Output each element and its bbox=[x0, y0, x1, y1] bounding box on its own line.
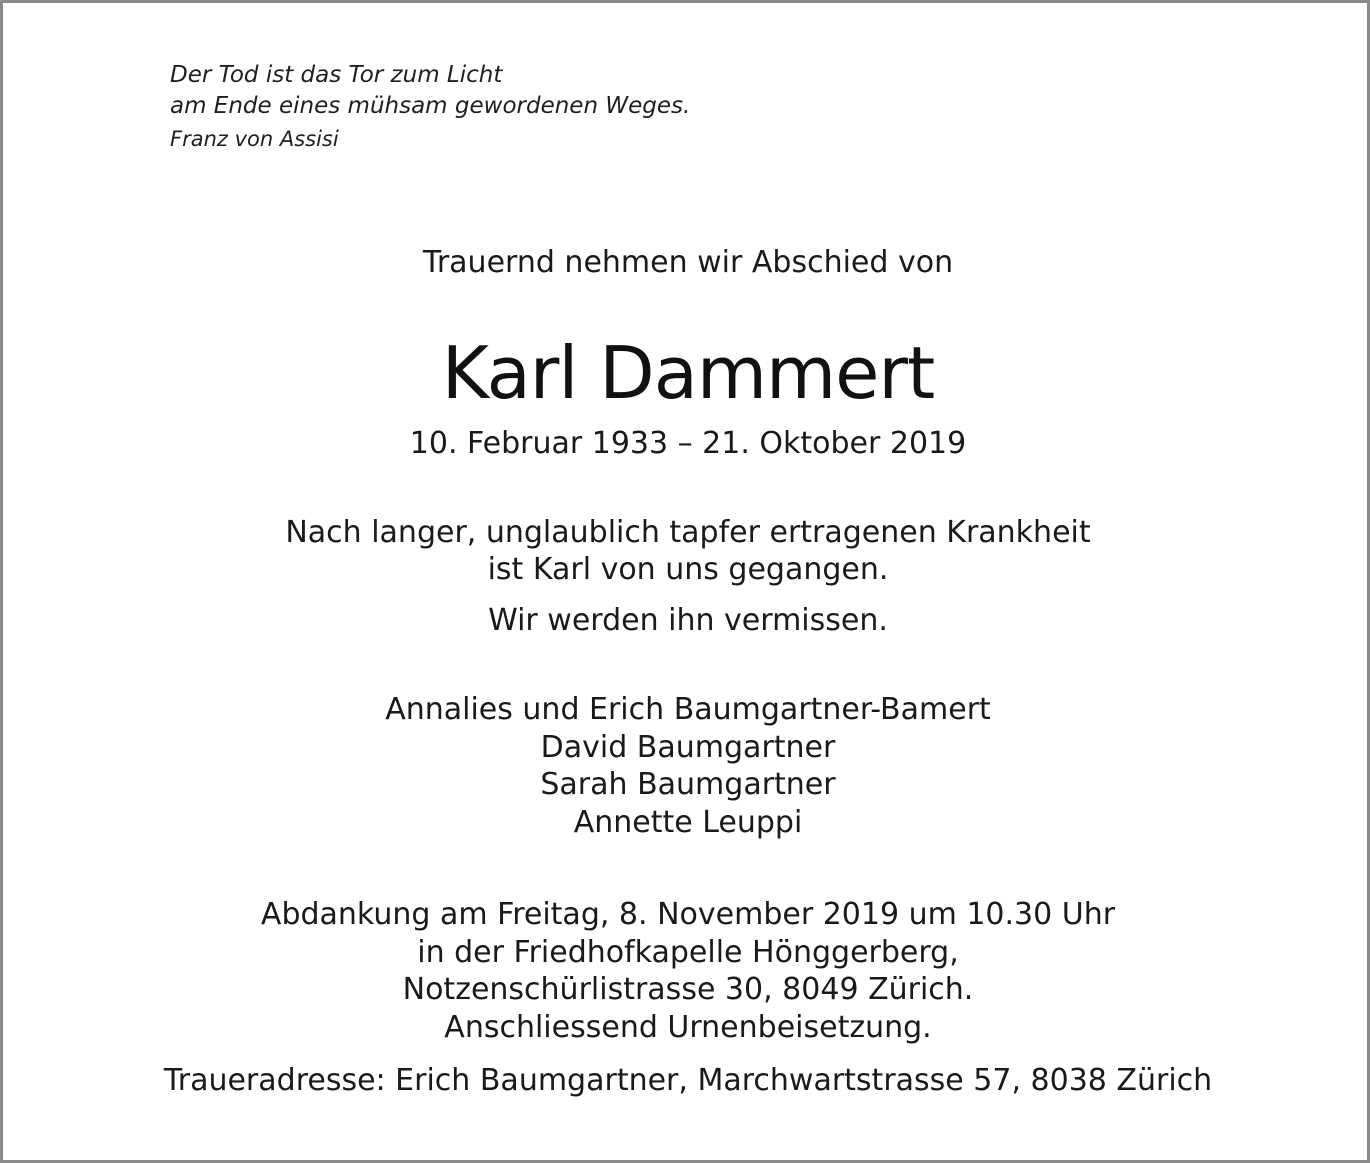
deceased-name: Karl Dammert bbox=[441, 331, 935, 415]
farewell-message bbox=[3, 514, 1370, 588]
mourner-name: David Baumgartner bbox=[540, 729, 836, 765]
quote-line-2: am Ende eines mühsam gewordenen Weges. bbox=[170, 93, 691, 119]
service-details bbox=[3, 896, 1370, 1046]
service-line: in der Friedhofkapelle Hönggerberg, bbox=[417, 934, 959, 970]
mourner-name: Annalies und Erich Baumgartner-Bamert bbox=[385, 692, 991, 727]
mourner-name: Sarah Baumgartner bbox=[540, 767, 836, 802]
service-line: Anschliessend Urnenbeisetzung. bbox=[444, 1009, 932, 1045]
mourners-list bbox=[3, 691, 1370, 841]
quote-author: Franz von Assisi bbox=[170, 127, 339, 151]
service-line: Abdankung am Freitag, 8. November 2019 um 10.30 Uhr bbox=[260, 897, 1116, 932]
message-line-2: ist Karl von uns gegangen. bbox=[487, 552, 889, 587]
intro-text: Trauernd nehmen wir Abschied von bbox=[422, 245, 954, 280]
mourner-name: Annette Leuppi bbox=[573, 804, 803, 840]
closing-line: Wir werden ihn vermissen. bbox=[488, 603, 888, 638]
epigraph-quote bbox=[170, 60, 690, 157]
message-line-1: Nach langer, unglaublich tapfer ertragenen Krankheit bbox=[285, 515, 1091, 550]
service-line: Notzenschürlistrasse 30, 8049 Zürich. bbox=[402, 972, 974, 1007]
quote-line-1: Der Tod ist das Tor zum Licht bbox=[170, 62, 503, 88]
life-dates: 10. Februar 1933 – 21. Oktober 2019 bbox=[409, 426, 967, 461]
mourning-address: Traueradresse: Erich Baumgartner, Marchwartstrasse 57, 8038 Zürich bbox=[163, 1063, 1213, 1098]
